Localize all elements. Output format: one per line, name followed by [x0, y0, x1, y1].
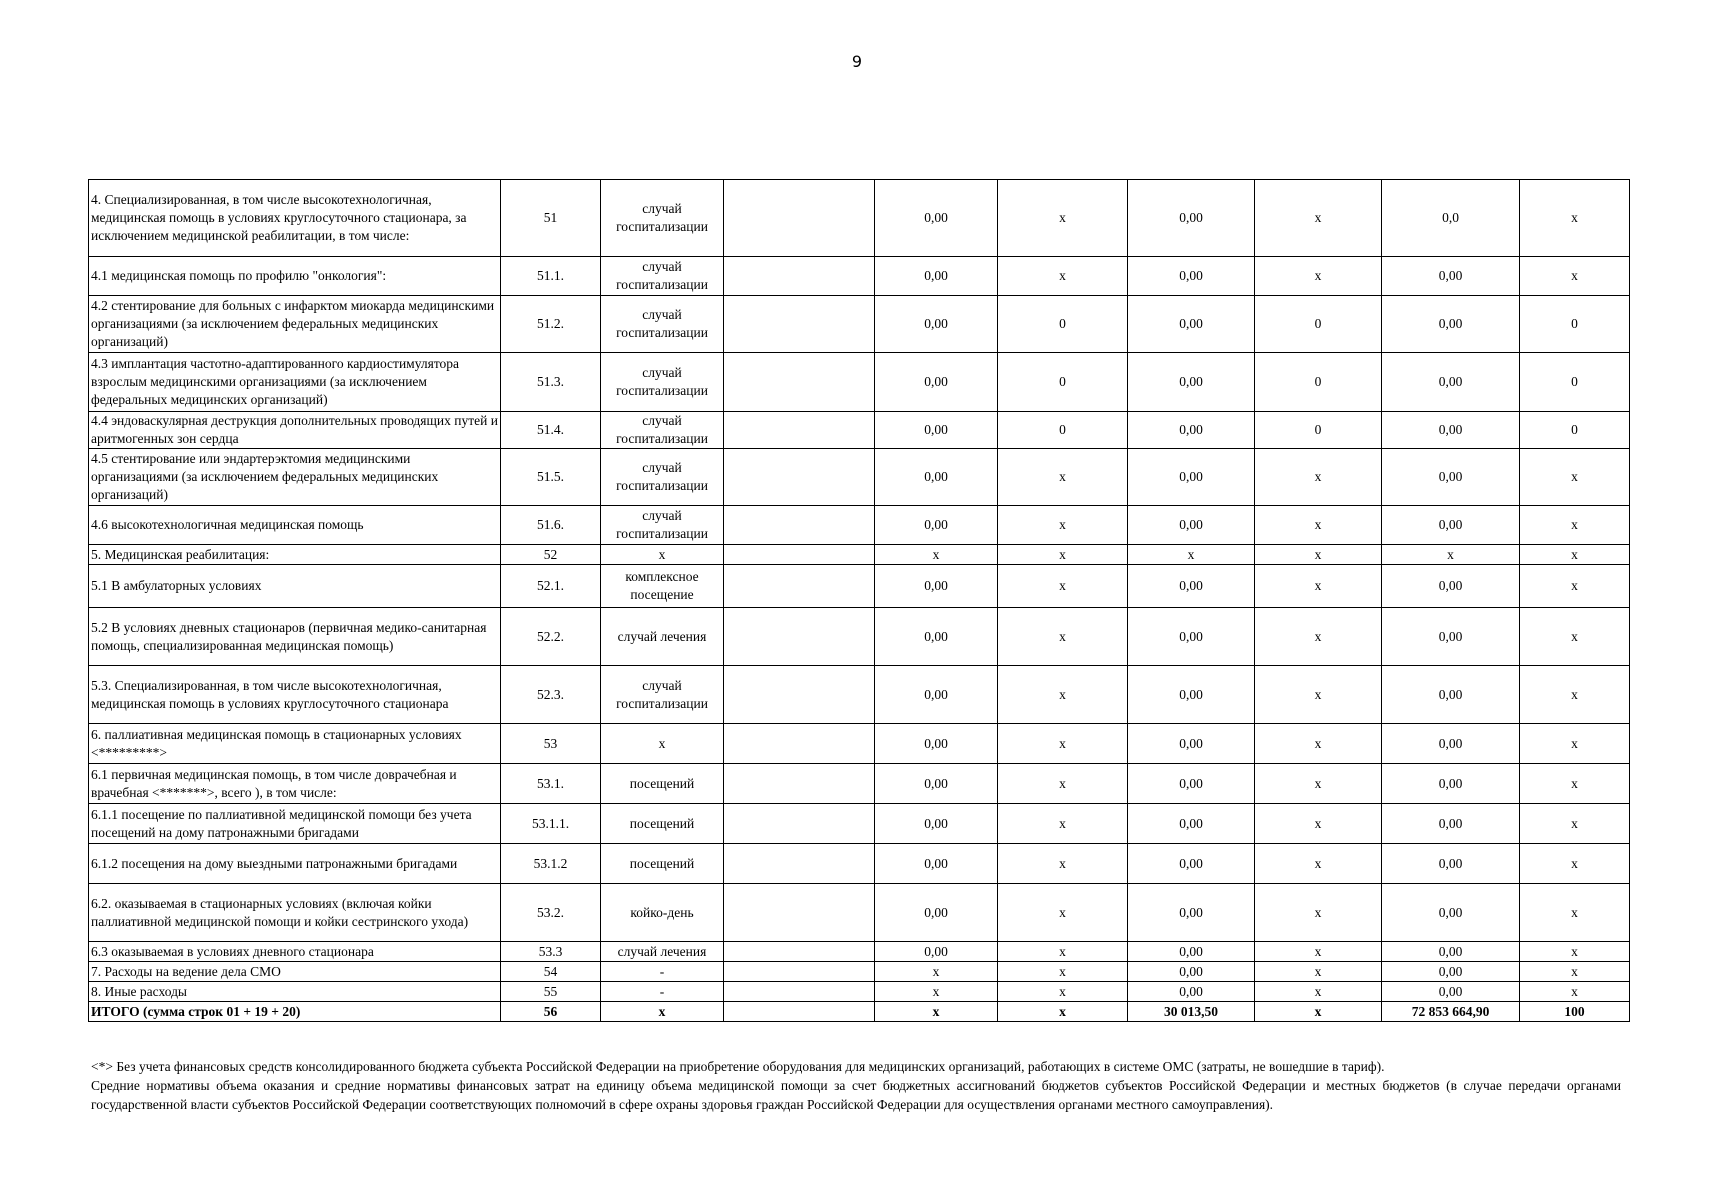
row-col-1: 0,00 [875, 296, 998, 353]
footnote-paragraph: Средние нормативы объема оказания и средние нормативы финансовых затрат на единицу объема медицинской помощи за счет бюджетных ассигнований бюджетов субъектов Российской Федерации и местных бюджетов (в случае передачи органами государственной власти субъектов Российской Федерации соответствующих полномочий в сфере охраны здоровья граждан Российской Федерации для осуществления органами местного самоуправления). [91, 1078, 1621, 1113]
row-col-3: 0,00 [1128, 962, 1255, 982]
row-unit: случай лечения [601, 608, 724, 666]
row-name: ИТОГО (сумма строк 01 + 19 + 20) [89, 1002, 501, 1022]
row-col-6: х [1520, 844, 1630, 884]
row-name: 6.2. оказываемая в стационарных условиях (включая койки паллиативной медицинской помощи и койки сестринского ухода) [89, 884, 501, 942]
row-unit: случай госпитализации [601, 412, 724, 449]
row-name: 6.3 оказываемая в условиях дневного стационара [89, 942, 501, 962]
row-code: 51.6. [501, 506, 601, 545]
row-name: 4.6 высокотехнологичная медицинская помощь [89, 506, 501, 545]
row-code: 52.3. [501, 666, 601, 724]
row-col-3: 0,00 [1128, 764, 1255, 804]
row-col-2: х [998, 565, 1128, 608]
row-col-4: х [1255, 449, 1382, 506]
row-code: 56 [501, 1002, 601, 1022]
row-code: 55 [501, 982, 601, 1002]
row-col-5: 0,00 [1382, 884, 1520, 942]
row-code: 51 [501, 180, 601, 257]
row-col-2: 0 [998, 296, 1128, 353]
table-row [89, 844, 1630, 884]
row-col-1: 0,00 [875, 608, 998, 666]
row-col-1: 0,00 [875, 764, 998, 804]
row-code: 51.5. [501, 449, 601, 506]
row-col-5: 0,00 [1382, 724, 1520, 764]
row-unit: случай госпитализации [601, 180, 724, 257]
row-col-2: х [998, 257, 1128, 296]
row-col-4: х [1255, 506, 1382, 545]
row-col-1: х [875, 1002, 998, 1022]
row-unit: случай госпитализации [601, 506, 724, 545]
row-extra [724, 412, 875, 449]
row-name: 4.5 стентирование или эндартерэктомия медицинскими организациями (за исключением федеральных медицинских организаций) [89, 449, 501, 506]
table-row [89, 412, 1630, 449]
row-unit: случай госпитализации [601, 666, 724, 724]
row-col-6: 0 [1520, 412, 1630, 449]
row-col-3: 0,00 [1128, 982, 1255, 1002]
page-number: 9 [851, 52, 863, 71]
row-col-6: 0 [1520, 353, 1630, 412]
row-extra [724, 962, 875, 982]
row-col-6: 100 [1520, 1002, 1630, 1022]
row-code: 51.3. [501, 353, 601, 412]
row-col-2: х [998, 666, 1128, 724]
row-col-4: х [1255, 982, 1382, 1002]
footnote-paragraph: <*> Без учета финансовых средств консолидированного бюджета субъекта Российской Федерации на приобретение оборудования для медицинских организаций, работающих в системе ОМС (затраты, не вошедшие в тариф). [91, 1059, 1385, 1074]
row-code: 53.1. [501, 764, 601, 804]
row-code: 51.4. [501, 412, 601, 449]
table-row [89, 884, 1630, 942]
row-col-1: 0,00 [875, 942, 998, 962]
table-row [89, 1002, 1630, 1022]
row-unit: случай госпитализации [601, 296, 724, 353]
table-row [89, 506, 1630, 545]
row-col-6: х [1520, 565, 1630, 608]
row-name: 4.3 имплантация частотно-адаптированного кардиостимулятора взрослым медицинскими организациями (за исключением федеральных медицинских организаций) [89, 353, 501, 412]
row-name: 8. Иные расходы [89, 982, 501, 1002]
row-col-6: 0 [1520, 296, 1630, 353]
row-col-6: х [1520, 666, 1630, 724]
row-col-5: 0,00 [1382, 449, 1520, 506]
row-col-4: х [1255, 724, 1382, 764]
row-extra [724, 257, 875, 296]
row-name: 5. Медицинская реабилитация: [89, 545, 501, 565]
row-extra [724, 942, 875, 962]
row-extra [724, 296, 875, 353]
table-row [89, 724, 1630, 764]
row-unit: посещений [601, 764, 724, 804]
row-col-4: 0 [1255, 296, 1382, 353]
row-code: 53 [501, 724, 601, 764]
row-col-1: 0,00 [875, 884, 998, 942]
row-code: 54 [501, 962, 601, 982]
row-unit: х [601, 724, 724, 764]
row-col-2: х [998, 962, 1128, 982]
row-col-5: 0,0 [1382, 180, 1520, 257]
row-col-1: 0,00 [875, 804, 998, 844]
row-col-5: 72 853 664,90 [1382, 1002, 1520, 1022]
row-unit: случай лечения [601, 942, 724, 962]
row-col-3: 0,00 [1128, 608, 1255, 666]
row-col-6: х [1520, 884, 1630, 942]
row-name: 5.3. Специализированная, в том числе высокотехнологичная, медицинская помощь в условиях круглосуточного стационара [89, 666, 501, 724]
table-row [89, 296, 1630, 353]
row-col-4: 0 [1255, 412, 1382, 449]
row-col-3: 0,00 [1128, 449, 1255, 506]
row-extra [724, 608, 875, 666]
row-code: 52.2. [501, 608, 601, 666]
row-col-4: х [1255, 942, 1382, 962]
row-col-5: 0,00 [1382, 804, 1520, 844]
row-col-6: х [1520, 764, 1630, 804]
row-col-3: 0,00 [1128, 884, 1255, 942]
row-col-5: 0,00 [1382, 353, 1520, 412]
row-code: 52 [501, 545, 601, 565]
row-col-3: 0,00 [1128, 412, 1255, 449]
row-extra [724, 666, 875, 724]
table-row [89, 545, 1630, 565]
row-unit: койко-день [601, 884, 724, 942]
row-col-2: х [998, 506, 1128, 545]
row-unit: случай госпитализации [601, 353, 724, 412]
row-col-6: х [1520, 982, 1630, 1002]
row-col-2: х [998, 449, 1128, 506]
row-code: 51.2. [501, 296, 601, 353]
table-row [89, 942, 1630, 962]
row-col-2: х [998, 982, 1128, 1002]
row-col-2: 0 [998, 353, 1128, 412]
row-name: 6.1.1 посещение по паллиативной медицинской помощи без учета посещений на дому патронажными бригадами [89, 804, 501, 844]
row-name: 4.1 медицинская помощь по профилю "онкология": [89, 257, 501, 296]
table-row [89, 608, 1630, 666]
row-col-4: х [1255, 1002, 1382, 1022]
row-col-6: х [1520, 180, 1630, 257]
row-extra [724, 565, 875, 608]
row-col-4: х [1255, 180, 1382, 257]
row-unit: х [601, 1002, 724, 1022]
row-code: 53.2. [501, 884, 601, 942]
row-col-6: х [1520, 506, 1630, 545]
row-extra [724, 506, 875, 545]
row-unit: посещений [601, 804, 724, 844]
row-col-2: х [998, 545, 1128, 565]
row-col-1: х [875, 545, 998, 565]
row-name: 4.2 стентирование для больных с инфарктом миокарда медицинскими организациями (за исключением федеральных медицинских организаций) [89, 296, 501, 353]
row-col-5: 0,00 [1382, 296, 1520, 353]
row-col-4: х [1255, 764, 1382, 804]
table-row [89, 962, 1630, 982]
row-extra [724, 724, 875, 764]
row-col-2: х [998, 884, 1128, 942]
table-row [89, 804, 1630, 844]
row-col-5: 0,00 [1382, 844, 1520, 884]
row-extra [724, 1002, 875, 1022]
row-col-1: 0,00 [875, 724, 998, 764]
table-row [89, 257, 1630, 296]
row-col-4: х [1255, 608, 1382, 666]
row-col-1: 0,00 [875, 666, 998, 724]
row-col-3: 0,00 [1128, 844, 1255, 884]
row-col-4: х [1255, 844, 1382, 884]
row-col-3: 0,00 [1128, 353, 1255, 412]
row-col-6: х [1520, 608, 1630, 666]
footnote [91, 1057, 1621, 1114]
table-row [89, 449, 1630, 506]
row-unit: посещений [601, 844, 724, 884]
row-col-4: х [1255, 545, 1382, 565]
row-col-1: 0,00 [875, 844, 998, 884]
row-extra [724, 353, 875, 412]
row-col-1: 0,00 [875, 180, 998, 257]
row-col-2: 0 [998, 412, 1128, 449]
table-row [89, 982, 1630, 1002]
row-col-6: х [1520, 449, 1630, 506]
row-col-6: х [1520, 804, 1630, 844]
row-extra [724, 804, 875, 844]
row-col-4: х [1255, 565, 1382, 608]
row-unit: - [601, 962, 724, 982]
row-unit: случай госпитализации [601, 257, 724, 296]
row-unit: случай госпитализации [601, 449, 724, 506]
row-col-1: х [875, 982, 998, 1002]
row-col-4: х [1255, 884, 1382, 942]
row-col-2: х [998, 764, 1128, 804]
table-row [89, 666, 1630, 724]
row-name: 6. паллиативная медицинская помощь в стационарных условиях <*********> [89, 724, 501, 764]
row-col-2: х [998, 1002, 1128, 1022]
row-col-1: 0,00 [875, 449, 998, 506]
row-col-2: х [998, 844, 1128, 884]
row-extra [724, 884, 875, 942]
row-col-5: 0,00 [1382, 257, 1520, 296]
row-extra [724, 180, 875, 257]
row-col-3: 0,00 [1128, 296, 1255, 353]
row-name: 7. Расходы на ведение дела СМО [89, 962, 501, 982]
row-col-1: 0,00 [875, 412, 998, 449]
row-unit: х [601, 545, 724, 565]
row-col-2: х [998, 724, 1128, 764]
row-col-4: х [1255, 962, 1382, 982]
row-col-3: 0,00 [1128, 180, 1255, 257]
row-col-2: х [998, 180, 1128, 257]
row-code: 53.1.2 [501, 844, 601, 884]
row-name: 5.1 В амбулаторных условиях [89, 565, 501, 608]
row-col-5: 0,00 [1382, 764, 1520, 804]
row-code: 51.1. [501, 257, 601, 296]
row-col-1: 0,00 [875, 506, 998, 545]
table-row [89, 353, 1630, 412]
row-col-3: 0,00 [1128, 565, 1255, 608]
row-code: 53.1.1. [501, 804, 601, 844]
row-col-5: х [1382, 545, 1520, 565]
table-row [89, 565, 1630, 608]
row-name: 6.1 первичная медицинская помощь, в том числе доврачебная и врачебная <*******>, всего ), в том числе: [89, 764, 501, 804]
row-col-6: х [1520, 724, 1630, 764]
row-col-5: 0,00 [1382, 565, 1520, 608]
row-col-1: 0,00 [875, 257, 998, 296]
row-col-6: х [1520, 257, 1630, 296]
row-col-2: х [998, 804, 1128, 844]
row-col-5: 0,00 [1382, 666, 1520, 724]
row-col-6: х [1520, 545, 1630, 565]
row-col-6: х [1520, 962, 1630, 982]
row-col-6: х [1520, 942, 1630, 962]
row-extra [724, 764, 875, 804]
row-name: 5.2 В условиях дневных стационаров (первичная медико-санитарная помощь, специализированная медицинская помощь) [89, 608, 501, 666]
row-col-5: 0,00 [1382, 942, 1520, 962]
row-code: 52.1. [501, 565, 601, 608]
row-col-5: 0,00 [1382, 982, 1520, 1002]
row-name: 4.4 эндоваскулярная деструкция дополнительных проводящих путей и аритмогенных зон сердца [89, 412, 501, 449]
row-col-3: 0,00 [1128, 506, 1255, 545]
financing-table [88, 179, 1630, 1022]
row-col-5: 0,00 [1382, 412, 1520, 449]
row-col-1: х [875, 962, 998, 982]
row-name: 4. Специализированная, в том числе высокотехнологичная, медицинская помощь в условиях круглосуточного стационара, за исключением медицинской реабилитации, в том числе: [89, 180, 501, 257]
row-col-1: 0,00 [875, 353, 998, 412]
row-col-4: 0 [1255, 353, 1382, 412]
row-col-4: х [1255, 804, 1382, 844]
row-code: 53.3 [501, 942, 601, 962]
row-col-5: 0,00 [1382, 608, 1520, 666]
table-row [89, 180, 1630, 257]
row-col-5: 0,00 [1382, 962, 1520, 982]
row-col-3: 0,00 [1128, 257, 1255, 296]
row-extra [724, 844, 875, 884]
row-unit: комплексное посещение [601, 565, 724, 608]
row-col-3: 0,00 [1128, 724, 1255, 764]
row-col-3: 0,00 [1128, 666, 1255, 724]
row-col-3: 30 013,50 [1128, 1002, 1255, 1022]
row-col-2: х [998, 608, 1128, 666]
row-col-3: 0,00 [1128, 804, 1255, 844]
row-col-4: х [1255, 257, 1382, 296]
row-extra [724, 982, 875, 1002]
table-row [89, 764, 1630, 804]
row-col-3: 0,00 [1128, 942, 1255, 962]
row-col-5: 0,00 [1382, 506, 1520, 545]
row-extra [724, 449, 875, 506]
row-unit: - [601, 982, 724, 1002]
row-name: 6.1.2 посещения на дому выездными патронажными бригадами [89, 844, 501, 884]
row-col-3: х [1128, 545, 1255, 565]
row-extra [724, 545, 875, 565]
row-col-4: х [1255, 666, 1382, 724]
row-col-2: х [998, 942, 1128, 962]
table-body [89, 180, 1630, 1022]
row-col-1: 0,00 [875, 565, 998, 608]
